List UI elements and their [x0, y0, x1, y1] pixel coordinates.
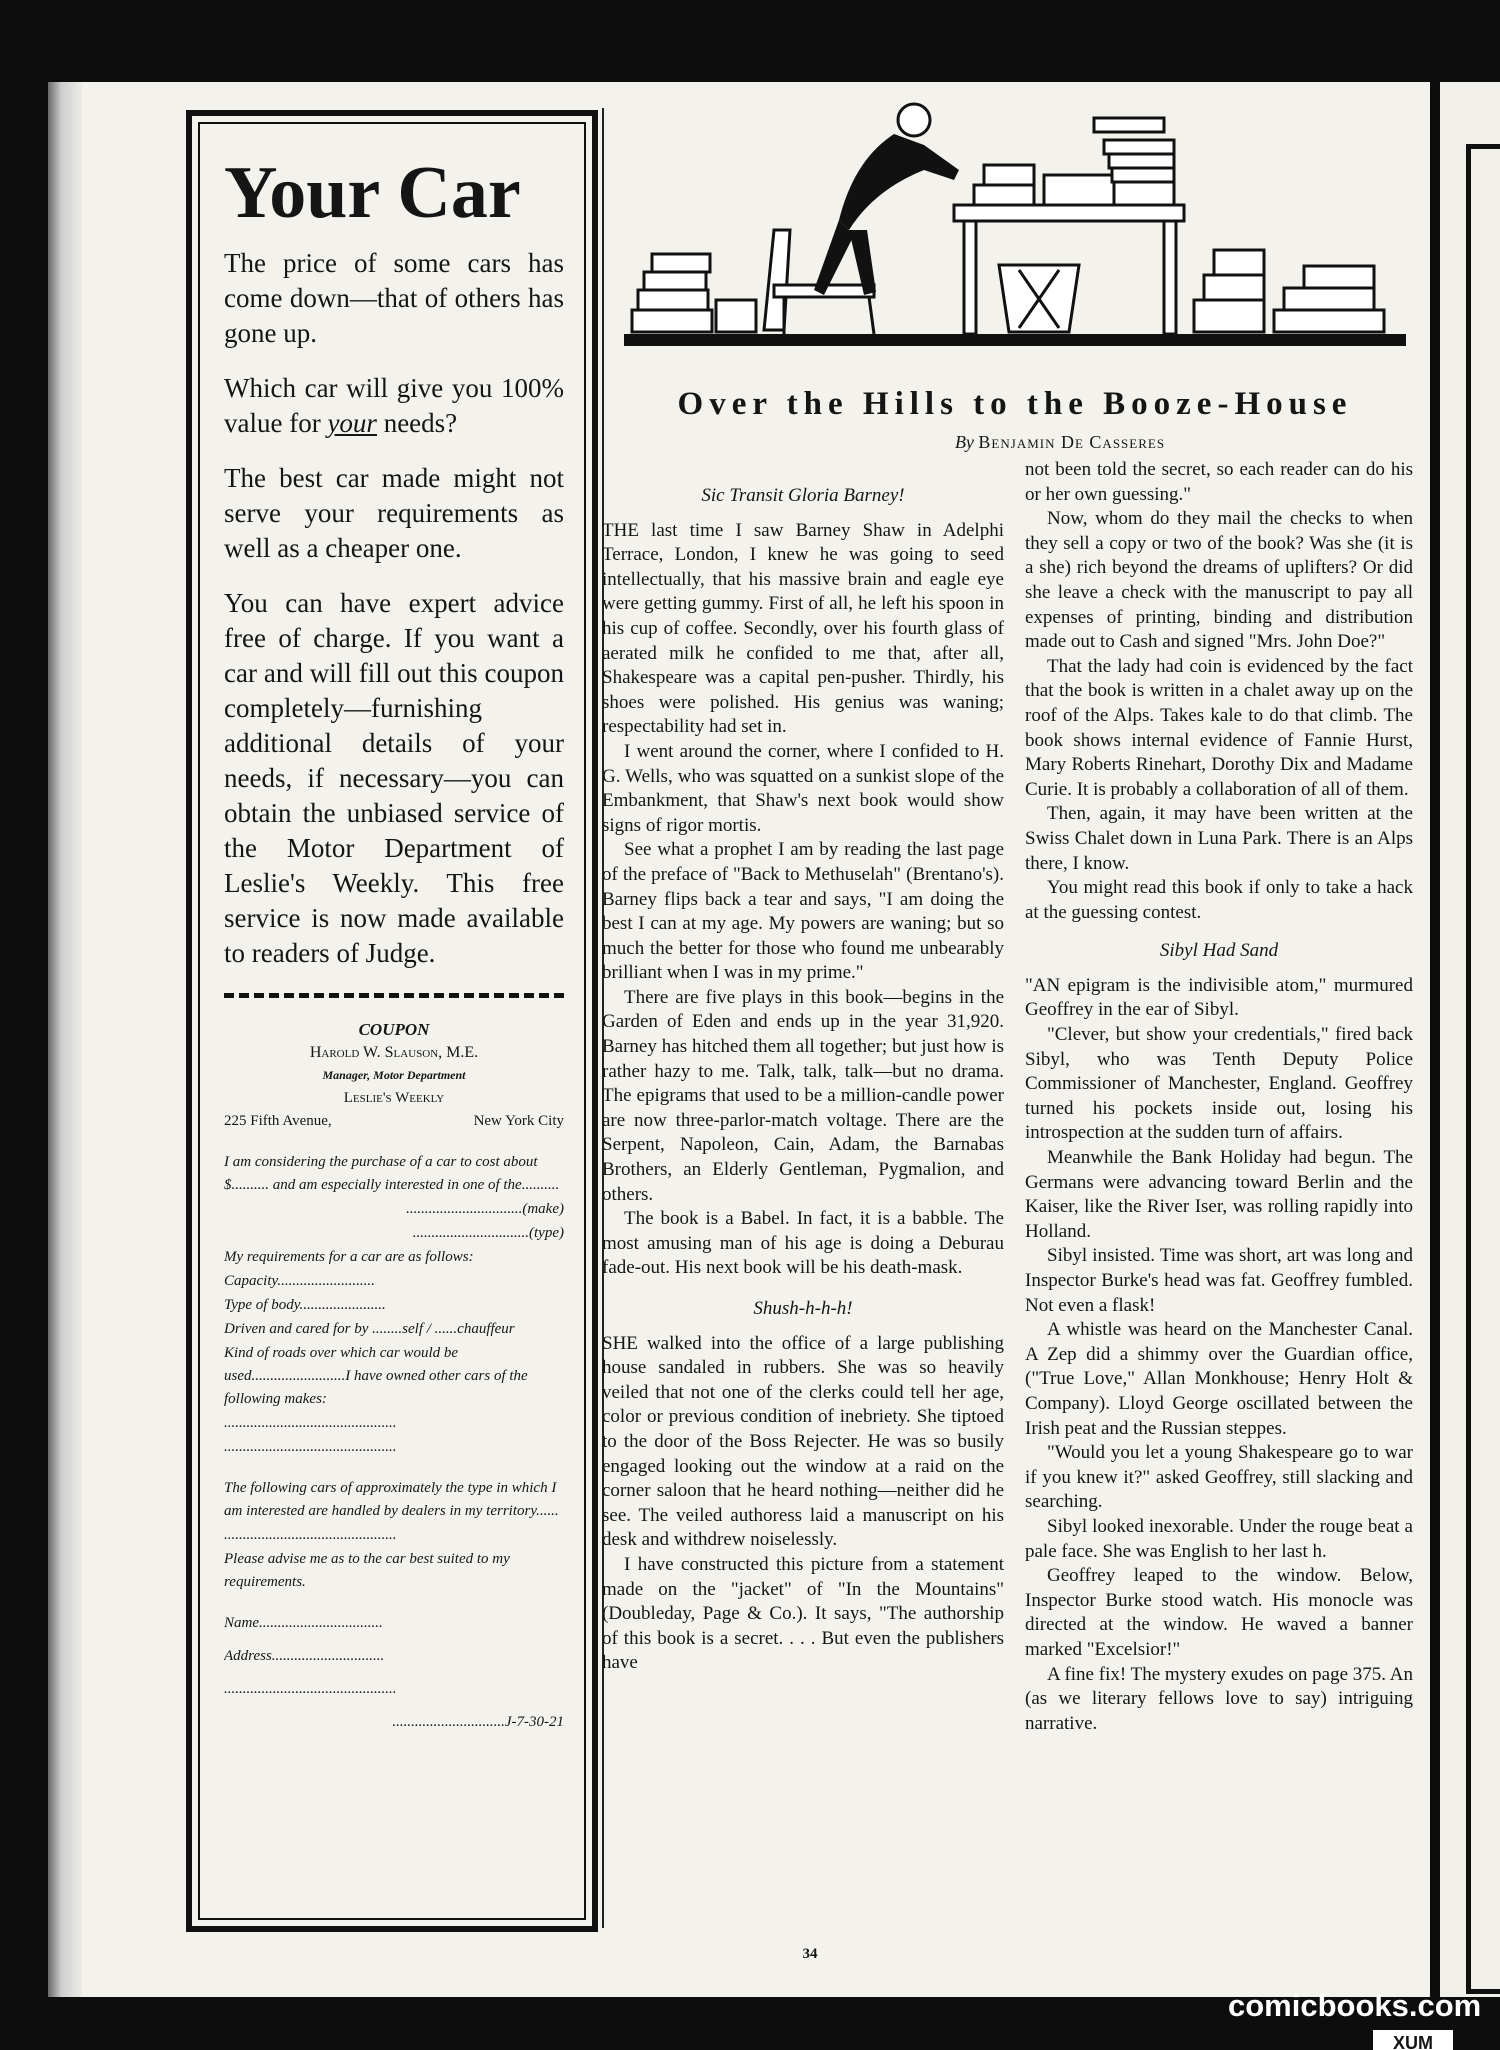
coupon-line: Please advise me as to the car best suited to my requirements.	[224, 1551, 510, 1590]
coupon-city: New York City	[473, 1113, 564, 1129]
paragraph: There are five plays in this book—begins in the Garden of Eden and ends up in the year 31,920. Barney has hitched them all together; but just how is rather hazy to me. Talk, talk, talk—but no drama. The epigrams that used to be a million-candle power are now three-parlor-match voltage. There are the Serpent, Napoleon, Cain, Adam, the Barnabas Brothers, an Elderly Gentleman, Pygmalion, and others.	[602, 986, 1004, 1205]
coupon-date-code: ..............................J-7-30-21	[392, 1714, 564, 1730]
coupon-spacer	[224, 1595, 564, 1611]
coupon-line[interactable]: The following cars of approximately the type in which I am interested are handled by dealers in my territory......	[224, 1480, 559, 1519]
facing-page-edge	[1440, 82, 1500, 1997]
paragraph: I have constructed this picture from a statement made on the "jacket" of "In the Mountains" (Doubleday, Page & Co.). It says, "The authorship of this book is a secret. . . . But even the publishers have	[602, 1553, 1004, 1674]
coupon-line[interactable]: Driven and cared for by ........self / ......chauffeur	[224, 1321, 515, 1337]
paragraph: That the lady had coin is evidenced by the fact that the book is written in a chalet away up on the roof of the Alps. Takes kale to do that climb. The book shows internal evidence of Fannie Hurst, Mary Roberts Rinehart, Dorothy Dix and Madame Curie. It is probably a collaboration of all of them.	[1025, 655, 1413, 800]
coupon-address	[224, 1110, 564, 1133]
ad-p2-emphasis: your	[327, 408, 377, 438]
coupon-spacer	[224, 1702, 564, 1710]
coupon-form	[224, 1151, 564, 1734]
article-column-1	[602, 478, 1004, 1676]
byline-by: By	[954, 432, 974, 452]
coupon	[224, 1018, 564, 1734]
coupon-street: 225 Fifth Avenue,	[224, 1113, 332, 1129]
corner-tag: XUM	[1373, 2030, 1453, 2050]
coupon-cut-line	[224, 993, 564, 998]
coupon-line: My requirements for a car are as follows:	[224, 1249, 474, 1265]
coupon-line[interactable]: ...............................(type)	[412, 1225, 564, 1241]
paragraph: SHE walked into the office of a large publishing house sandaled in rubbers. She was so heavily veiled that not one of the clerks could tell her age, color or previous condition of inebriety. She tiptoed to the door of the Boss Rejecter. He was so busily engaged looking out the window at a raid on the corner saloon that he heard nothing—neither did he see. The veiled authoress laid a manuscript on his desk and withdrew noiselessly.	[602, 1332, 1004, 1551]
book-stacks-desk	[974, 118, 1174, 205]
paragraph: Then, again, it may have been written at the Swiss Chalet down in Luna Park. There is an Alps there, I know.	[1025, 803, 1413, 874]
book-piles-left	[632, 254, 756, 332]
coupon-line[interactable]: ..............................................	[224, 1415, 397, 1431]
byline-author: Benjamin De Casseres	[978, 432, 1166, 452]
paragraph: A fine fix! The mystery exudes on page 375. An (as we literary fellows love to say) intriguing narrative.	[1025, 1663, 1413, 1734]
coupon-line[interactable]: Type of body.......................	[224, 1297, 386, 1313]
article-title: Over the Hills to the Booze-House	[677, 386, 1353, 422]
coupon-line[interactable]: Kind of roads over which car would be used.........................I have owned other cars of the following makes:	[224, 1345, 528, 1407]
section-heading: Sic Transit Gloria Barney!	[701, 485, 905, 506]
coupon-line[interactable]: ..............................................	[224, 1527, 397, 1543]
ad-inner-frame	[198, 122, 586, 1920]
illustration-floor	[624, 334, 1406, 346]
coupon-spacer	[224, 1669, 564, 1677]
coupon-heading: COUPON	[358, 1020, 430, 1039]
coupon-publication: Leslie's Weekly	[343, 1090, 445, 1106]
ad-p2-post: needs?	[376, 408, 458, 438]
wastebasket	[999, 265, 1079, 332]
car-advertisement	[186, 110, 598, 1932]
coupon-line[interactable]: Capacity..........................	[224, 1273, 375, 1289]
paragraph: You might read this book if only to take a hack at the guessing contest.	[1025, 877, 1413, 923]
coupon-line[interactable]: ...............................(make)	[406, 1201, 564, 1217]
paragraph: THE last time I saw Barney Shaw in Adelphi Terrace, London, I knew he was going to seed intellectually, that his massive brain and eagle eye were getting gummy. First of all, he left his spoon in his cup of coffee. Secondly, over his fourth glass of aerated milk he confided to me that, after all, Shakespeare was a capital pen-pusher. Thirdly, his shoes were polished. His genius was waning; respectability had set in.	[602, 519, 1004, 738]
header-illustration	[624, 100, 1406, 348]
coupon-line[interactable]: ..............................................	[224, 1439, 397, 1455]
paragraph: Geoffrey leaped to the window. Below, Inspector Burke stood watch. His monocle was directed at the window. He waved a banner marked "Excelsior!"	[1025, 1565, 1413, 1660]
coupon-address-field[interactable]: Address..............................	[224, 1648, 385, 1664]
ad-paragraph-2	[224, 371, 564, 441]
paragraph: "Would you let a young Shakespeare go to war if you knew it?" asked Geoffrey, still slacking and searching.	[1025, 1442, 1413, 1513]
coupon-contact-role: Manager, Motor Department	[322, 1068, 466, 1082]
ad-title: Your Car	[224, 152, 521, 234]
paragraph: The book is a Babel. In fact, it is a babble. The most amusing man of his age is doing a Deburau fade-out. His next book will be his death-mask.	[602, 1208, 1004, 1279]
paragraph: "Clever, but show your credentials," fired back Sibyl, who was Tenth Deputy Police Commissioner of Manchester, England. Geoffrey turned his pockets inside out, losing his introspection at the sudden turn of affairs.	[1025, 1024, 1413, 1144]
ad-paragraph-3: The best car made might not serve your requirements as well as a cheaper one.	[224, 463, 564, 563]
coupon-spacer	[224, 1636, 564, 1644]
coupon-spacer	[224, 1460, 564, 1476]
coupon-contact-name: Harold W. Slauson, M.E.	[309, 1044, 479, 1061]
ad-paragraph-1: The price of some cars has come down—that of others has gone up.	[224, 248, 564, 348]
article-column-2	[1025, 458, 1413, 1736]
bookworm-figure	[814, 104, 959, 295]
paragraph: Sibyl looked inexorable. Under the rouge beat a pale face. She was English to her last h.	[1025, 1515, 1413, 1562]
coupon-line[interactable]: I am considering the purchase of a car to cost about $.......... and am especially interested in one of the..........	[224, 1154, 560, 1193]
paragraph: Meanwhile the Bank Holiday had begun. The Germans were advancing toward Berlin and the Kaiser, like the River Iser, was rolling rapidly into Holland.	[1025, 1147, 1413, 1242]
paragraph: not been told the secret, so each reader can do his or her own guessing."	[1025, 459, 1413, 505]
binding-spine	[48, 82, 82, 1997]
paragraph: A whistle was heard on the Manchester Canal. A Zep did a shimmy over the Guardian office, ("True Love," Allan Monkhouse; Henry Holt & Company). Lloyd George oscillated between the Irish peat and the Russian steppes.	[1025, 1319, 1413, 1439]
section-heading: Shush-h-h-h!	[753, 1298, 853, 1319]
ad-p2-pre: Which car will give you 100% value for	[224, 373, 564, 438]
watermark: comicbooks.com	[1228, 1988, 1482, 2023]
paragraph: Sibyl insisted. Time was short, art was long and Inspector Burke's head was fat. Geoffrey fumbled. Not even a flask!	[1025, 1245, 1413, 1316]
paragraph: Now, whom do they mail the checks to when they sell a copy or two of the book? Was she (it is a she) rich beyond the dreams of uplifters? Or did she leave a check with the manuscript to pay all expenses of printing, binding and distribution made out to Cash and signed "Mrs. John Doe?"	[1025, 508, 1413, 653]
section-heading: Sibyl Had Sand	[1159, 940, 1279, 962]
facing-page-border	[1466, 144, 1500, 1994]
paragraph: See what a prophet I am by reading the last page of the preface of "Back to Methuselah" (Brentano's). Barney flips back a tear and says, "I am doing the best I can at my age. My powers are waning; but so much the better for those who found me unbearably brilliant when I was in my prime."	[602, 839, 1004, 984]
coupon-name-field[interactable]: Name.................................	[224, 1615, 383, 1631]
paragraph: "AN epigram is the indivisible atom," murmured Geoffrey in the ear of Sibyl.	[1025, 974, 1413, 1021]
ad-paragraph-4: You can have expert advice free of charge. If you want a car and will fill out this coupon completely—furnishing additional details of your needs, if necessary—you can obtain the unbiased service of the Motor Department of Leslie's Weekly. This free service is now made available to readers of Judge.	[224, 588, 564, 968]
byline	[860, 432, 1260, 453]
book-piles-right	[1194, 250, 1384, 332]
paragraph: I went around the corner, where I confided to H. G. Wells, who was squatted on a sunkist slope of the Embankment, that Shaw's next book would show signs of rigor mortis.	[602, 740, 1004, 836]
coupon-line[interactable]: ..............................................	[224, 1681, 397, 1697]
page-number: 34	[802, 1946, 818, 1962]
